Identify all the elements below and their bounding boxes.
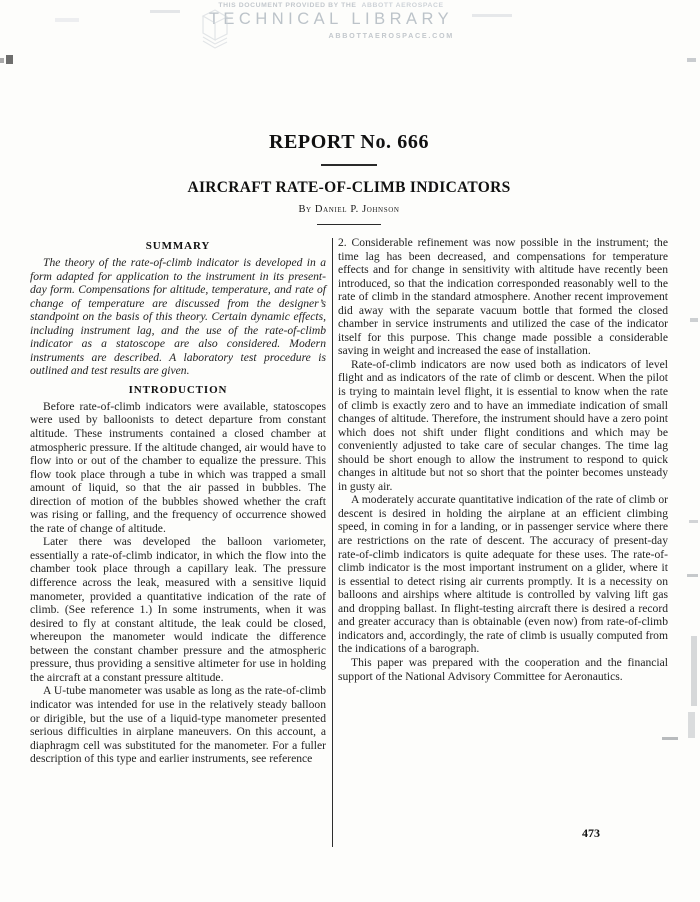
body-paragraph: Before rate-of-climb indicators were available, statoscopes were used by balloonists to detect departure from constant altitude. These instruments contained a closed chamber at atmospheric pressure. If the altitude changed, air would have to flow into or out of the chamber to equalize the pressure. This flow took place through a tube in which was trapped a small amount of liquid, so that the air passed in bubbles. The direction of motion of the bubbles showed whether the craft was rising or falling, and the frequency of occurrence showed the rate of change of altitude. [30, 399, 326, 535]
introduction-heading: INTRODUCTION [128, 383, 228, 396]
watermark-website: ABBOTTAEROSPACE.COM [328, 31, 454, 40]
column-divider-rule [332, 238, 333, 847]
watermark-provided-line [206, 2, 456, 9]
scan-artifact [687, 58, 696, 62]
report-number: REPORT No. 666 [268, 131, 430, 153]
left-column [30, 236, 326, 850]
watermark-provided-prefix: THIS DOCUMENT PROVIDED BY THE [218, 2, 357, 9]
scan-artifact [55, 18, 79, 22]
scan-artifact [687, 574, 698, 577]
body-paragraph: This paper was prepared with the cooperation and the financial support of the National Advisory Committee for Aeronautics. [338, 655, 668, 683]
title-divider-rule [321, 164, 377, 166]
scan-artifact [691, 636, 697, 706]
summary-heading: SUMMARY [145, 240, 211, 252]
scan-artifact [150, 10, 180, 13]
scan-artifact [662, 737, 678, 740]
scan-artifact [472, 14, 512, 17]
cube-logo-icon [198, 7, 230, 56]
document-title: AIRCRAFT RATE-OF-CLIMB INDICATORS [187, 178, 511, 196]
scan-artifact [690, 318, 698, 322]
summary-paragraph: The theory of the rate-of-climb indicator is developed in a form adapted for application to the instrument in its present-day form. Compensations for altitude, temperature, and rate of change of temperature are discussed from the designer’s standpoint on the basis of this theory. Certain dynamic effects, including instrument lag, and the use of the rate-of-climb indicator as a statoscope are also considered. Modern instruments are described. A laboratory test procedure is outlined and test results are given. [30, 256, 326, 378]
title-block [30, 131, 668, 225]
scan-artifact [689, 520, 698, 523]
body-paragraph: Later there was developed the balloon variometer, essentially a rate-of-climb indicator, in which the flow into the chamber took place through a capillary leak. The pressure difference across the leak, measured with a sensitive liquid manometer, provided a quantitative indication of the rate of climb. (See reference 1.) In some instruments, when it was desired to fly at constant altitude, the leak could be closed, whereupon the manometer would indicate the difference between the constant chamber pressure and the atmospheric pressure, thus providing a sensitive altimeter for use in holding the aircraft at a constant pressure altitude. [30, 535, 326, 684]
watermark-library-title: TECHNICAL LIBRARY [208, 10, 454, 28]
page-number: 473 [582, 826, 600, 840]
byline-divider-rule [317, 224, 381, 226]
author-byline: By Daniel P. Johnson [298, 203, 400, 215]
scan-artifact [0, 58, 4, 63]
body-paragraph: 2. Considerable refinement was now possible in the instrument; the time lag has been decreased, and compensations for temperature effects and for change in sensitivity with altitude have recently been introduced, so that the indication corresponded reasonably well to the rate of climb in the standard atmosphere. Another recent improvement did away with the separate vacuum bottle that formed the closed chamber in service instruments and utilized the case of the indicator itself for this purpose. This change made possible a considerable saving in weight and increased the ease of installation. [338, 236, 668, 358]
body-paragraph: Rate-of-climb indicators are now used both as indicators of level flight and as indicators of the rate of climb or descent. When the pilot is trying to maintain level flight, it is essential to know when the rate of climb is exactly zero and to have an immediate indication of small changes of altitude. Therefore, the instrument should have a zero point which does not shift under flight conditions and which may be conveniently adjusted to take care of secular changes. The time lag should be short enough to allow the instrument to respond to quick changes in altitude but not so short that the pointer becomes unsteady in gusty air. [338, 357, 668, 493]
two-column-body [30, 236, 668, 850]
watermark-brand: ABBOTT AEROSPACE [361, 2, 444, 9]
scan-artifact [6, 55, 13, 64]
right-column [338, 236, 668, 850]
scan-artifact [688, 712, 695, 738]
body-paragraph: A moderately accurate quantitative indication of the rate of climb or descent is desired in holding the airplane at an efficient climbing speed, in coming in for a landing, or in passenger service where there are restrictions on the rate of descent. The accuracy of present-day rate-of-climb indicators is quite adequate for these uses. The rate-of-climb indicator is the most important instrument on a glider, where it is essential to detect rising air currents promptly. It is a necessity on balloons and airships where altitude is controlled by valving lift gas and dropping ballast. In flight-testing aircraft there is desired a record and greater accuracy than is obtainable (even now) from rate-of-climb indicators and, accordingly, the rate of climb is usually computed from the indications of a barograph. [338, 493, 668, 656]
watermark-header [206, 2, 456, 40]
body-paragraph: A U-tube manometer was usable as long as the rate-of-climb indicator was intended for use in the relatively steady balloon or dirigible, but the use of a liquid-type manometer presented serious difficulties in airplane maneuvers. On this account, a diaphragm cell was substituted for the manometer. For a fuller description of this type and earlier instruments, see reference [30, 684, 326, 766]
